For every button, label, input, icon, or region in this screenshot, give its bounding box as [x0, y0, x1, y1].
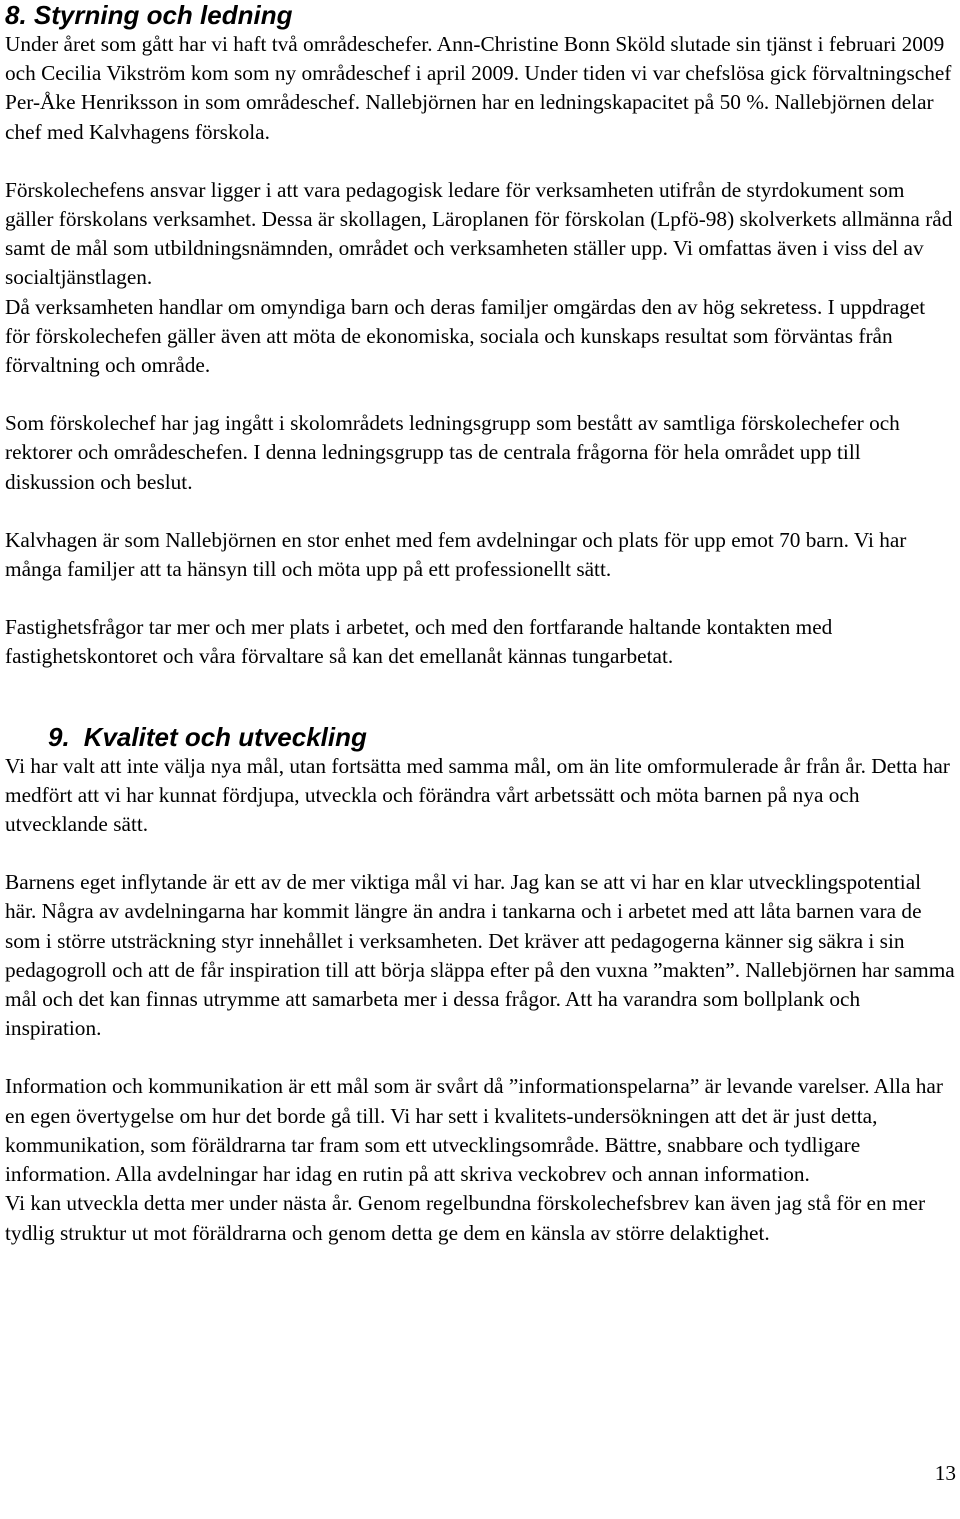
section-9-paragraph-3: Information och kommunikation är ett mål som är svårt då ”informationspelarna” är levande varelser. Alla har en egen övertygelse om hur det borde gå till. Vi har sett i kvalitets-undersökningen att det är just detta, kommunikation, som föräldrarna tar fram som ett utvecklingsområde. Bättre, snabbare och tydligare information. Alla avdelningar har idag en rutin på att skriva veckobrev och annan information. [5, 1074, 943, 1187]
section-9-number: 9. [48, 721, 70, 752]
section-8-paragraph-3: Då verksamheten handlar om omyndiga barn och deras familjer omgärdas den av hög sekretess. I uppdraget för förskolechefen gäller även att möta de ekonomiska, sociala och kunskaps resultat som förväntas från förvaltning och område. [5, 294, 926, 378]
section-9-paragraph-1: Vi har valt att inte välja nya mål, utan fortsätta med samma mål, om än lite omformulerade år från år. Detta har medfört att vi har kunnat fördjupa, utveckla och förändra vårt arbetssätt och möta barnen på nya och utvecklande sätt. [5, 753, 950, 837]
section-9-paragraph-4: Vi kan utveckla detta mer under nästa år. Genom regelbundna förskolechefsbrev kan även jag stå för en mer tydlig struktur ut mot föräldrarna och genom detta ge dem en känsla av större delaktighet. [5, 1191, 926, 1245]
section-8-paragraph-4: Som förskolechef har jag ingått i skolområdets ledningsgrupp som bestått av samtliga förskolechefer och rektorer och områdeschefen. I denna ledningsgrupp tas de centrala frågorna för hela området upp till diskussion och beslut. [5, 411, 900, 494]
section-8-paragraph-2: Förskolechefens ansvar ligger i att vara pedagogisk ledare för verksamheten utifrån de styrdokument som gäller förskolans verksamhet. Dessa är skollagen, Läroplanen för förskolan (Lpfö-98) skolverkets allmänna råd samt de mål som utbildningsnämnden, området och verksamheten ställer upp. Vi omfattas även i viss del av socialtjänstlagen. [5, 177, 953, 290]
section-9-heading [5, 722, 955, 752]
section-9-title: Kvalitet och utveckling [83, 721, 367, 752]
document-page [5, 0, 955, 1248]
section-9-paragraph-2: Barnens eget inflytande är ett av de mer viktiga mål vi har. Jag kan se att vi har en klar utvecklingspotential här. Några av avdelningarna har kommit längre än andra i tankarna och i arbetet med att låta barnen vara de som i större utsträckning styr innehållet i verksamheten. Det kräver att pedagogerna känner sig säkra i sin pedagogroll och att de får inspiration till att börja släppa efter på den vuxna ”makten”. Nallebjörnen har samma mål och det kan finnas utrymme att samarbeta mer i dessa frågor. Att ha varandra som bollplank och inspiration. [5, 870, 955, 1041]
section-8-heading: 8. Styrning och ledning [5, 0, 293, 30]
page-number: 13 [934, 1461, 956, 1485]
section-8-paragraph-1: Under året som gått har vi haft två områdeschefer. Ann-Christine Bonn Sköld slutade sin tjänst i februari 2009 och Cecilia Vikström kom som ny områdeschef i april 2009. Under tiden vi var chefslösa gick förvaltningschef Per-Åke Henriksson in som områdeschef. Nallebjörnen har en ledningskapacitet på 50 %. Nallebjörnen delar chef med Kalvhagens förskola. [5, 32, 952, 144]
section-8-paragraph-6: Fastighetsfrågor tar mer och mer plats i arbetet, och med den fortfarande haltande kontakten med fastighetskontoret och våra förvaltare så kan det emellanåt kännas tungarbetat. [5, 615, 833, 669]
section-8-paragraph-5: Kalvhagen är som Nallebjörnen en stor enhet med fem avdelningar och plats för upp emot 70 barn. Vi har många familjer att ta hänsyn till och möta upp på ett professionellt sätt. [5, 527, 907, 582]
